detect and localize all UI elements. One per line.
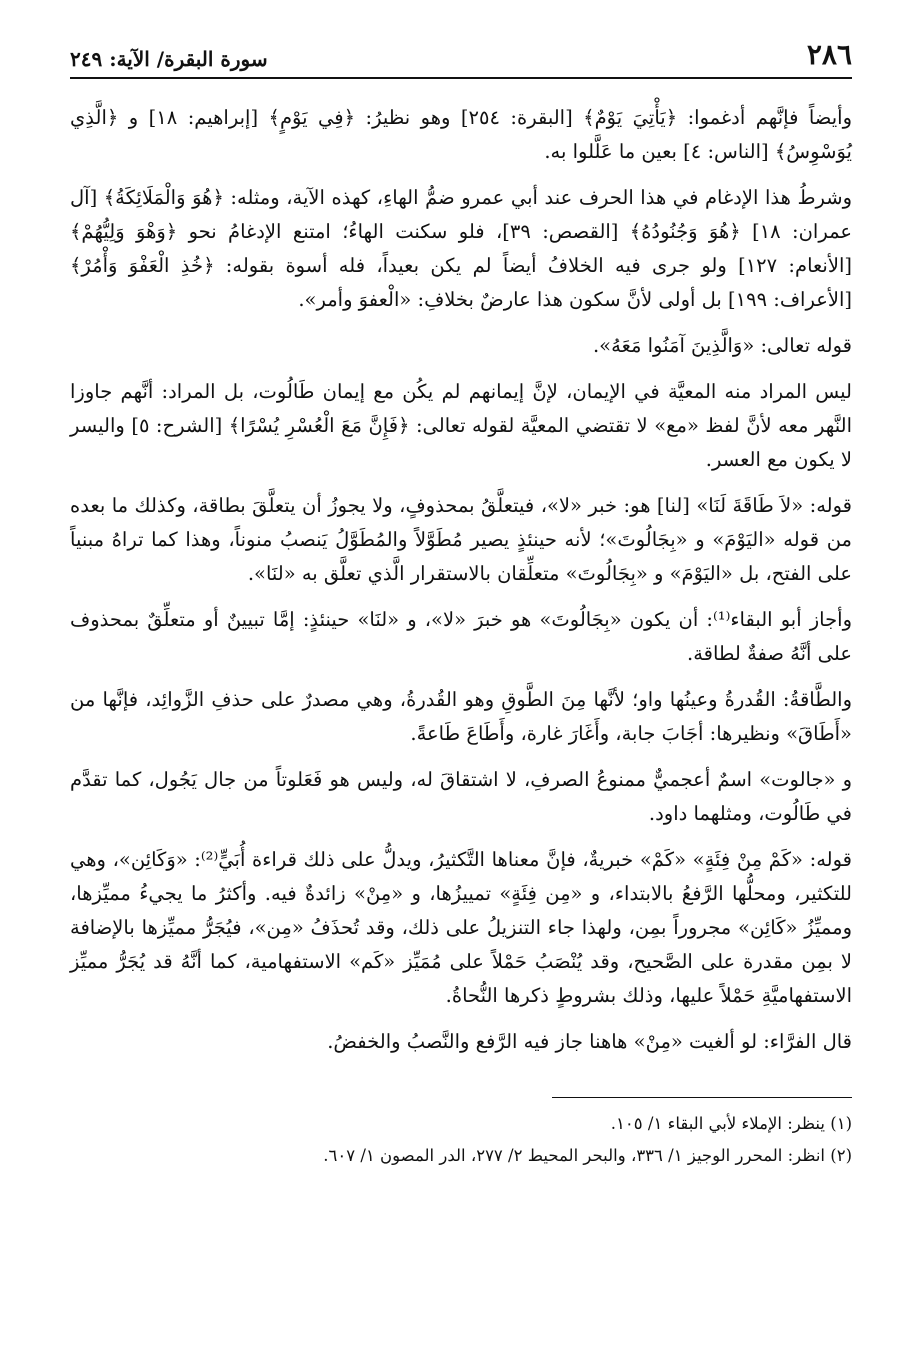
paragraph: ليس المراد منه المعيَّة في الإيمان، لإنَّ إيمانهم لم يكُن مع إيمان طَالُوت، بل المراد: أنَّهم جاوزا النَّهر معه لأنَّ لفظ «مع» لا تقتضي المعيَّة لقوله تعالى: ﴿فَإِنَّ مَعَ الْعُسْرِ يُسْرًا﴾ [الشرح: ٥] واليسر لا يكون مع العسر. bbox=[70, 380, 852, 471]
paragraph: وأيضاً فإنَّهم أدغموا: ﴿يَأْتِيَ يَوْمٌ﴾ [البقرة: ٢٥٤] وهو نظيرُ: ﴿فِي يَوْمٍ﴾ [إبراهيم: ١٨] و ﴿الَّذِي يُوَسْوِسُ﴾ [الناس: ٤] بعين ما عَلَّلوا به. bbox=[70, 106, 852, 163]
paragraph: والطَّاقةُ: القُدرةُ وعينُها واو؛ لأنَّها مِنَ الطَّوقِ وهو القُدرةُ، وهي مصدرٌ على حذفِ الزَّوائِد، فإنَّها من «أَطَاقَ» ونظيرها: أجَابَ جابة، وأَغَارَ غارة، وأَطَاعَ طَاعةً. bbox=[70, 688, 852, 745]
footnotes bbox=[70, 1108, 852, 1172]
paragraph: قال الفرَّاء: لو ألغيت «مِنْ» هاهنا جاز فيه الرَّفع والنَّصبُ والخفضُ. bbox=[327, 1030, 852, 1053]
paragraph: قوله تعالى: «وَالَّذِينَ آمَنُوا مَعَهُ». bbox=[592, 334, 852, 357]
footnote-divider bbox=[552, 1097, 852, 1098]
paragraph: وشرطُ هذا الإدغام في هذا الحرف عند أبي عمرو ضمُّ الهاءِ، كهذه الآية، ومثله: ﴿هُوَ وَالْمَلَائِكَةُ﴾ [آل عمران: ١٨] ﴿هُوَ وَجُنُودُهُ﴾ [القصص: ٣٩]، فلو سكنت الهاءُ؛ امتنع الإدغامُ نحو ﴿وَهْوَ وَلِيُّهُمْ﴾ [الأنعام: ١٢٧] ولو جرى فيه الخلافُ أيضاً لم يكن بعيداً، فله أسوة بقوله: ﴿خُذِ الْعَفْوَ وَأْمُرْ﴾ [الأعراف: ١٩٩] بل أولى لأنَّ سكون هذا عارضٌ بخلافِ: «الْعفوَ وأمر». bbox=[70, 186, 852, 311]
paragraph: قوله: «لاَ طَاقَةَ لَنَا» [لنا] هو: خبر «لا»، فيتعلَّقُ بمحذوفٍ، ولا يجوزُ أن يتعلَّقَ بطاقة، وكذلك ما بعده من قوله «اليَوْمَ» و «بِجَالُوتَ»؛ لأنه حينئذٍ يصير مُطَوَّلاً والمُطَوَّلُ يَنصبُ منوناً، وهذا كما تراهُ مبنياً على الفتح، بل «اليَوْمَ» و «بِجَالُوتَ» متعلِّقان بالاستقرار الَّذي تعلَّق به «لنَا». bbox=[70, 494, 852, 585]
page-number: ٢٨٦ bbox=[806, 38, 852, 71]
main-text bbox=[70, 101, 852, 1059]
paragraph: قوله: «كَمْ مِنْ فِئَةٍ» «كَمْ» خبريةٌ، فإنَّ معناها التَّكثيرُ، ويدلُّ على ذلك قراءة أُبَيٍّ⁽²⁾: «وَكَائِن»، وهي للتكثير، ومحلُّها الرَّفعُ بالابتداء، و «مِن فِئَةٍ» تمييزُها، و «مِنْ» زائدةٌ فيه. وأكثرُ ما يجيءُ مميِّزها، ومميِّزُ «كَائِن» مجروراً بمِن، ولهذا جاء التنزيلُ على ذلك، وقد تُحذَفُ «مِن»، فيُجَرُّ مميِّزها بالإضافة لا بمِن مقدرة على الصَّحيح، وقد يُنْصَبُ حَمْلاً على مُمَيِّز «كَم» الاستفهامية، كما أنَّهُ قد يُجَرُّ مميِّز الاستفهاميَّةِ حَمْلاً عليها، وذلك بشروطٍ ذكرها النُّحاةُ. bbox=[70, 848, 852, 1007]
paragraph: وأجاز أبو البقاء⁽¹⁾: أن يكون «بِجَالُوتَ» هو خبرَ «لا»، و «لنَا» حينئذٍ: إمَّا تبيينٌ أو متعلِّقٌ بمحذوف على أنَّهُ صفةٌ لطاقة. bbox=[70, 608, 852, 665]
footnote: (٢) انظر: المحرر الوجيز ١/ ٣٣٦، والبحر المحيط ٢/ ٢٧٧، الدر المصون ١/ ٦٠٧. bbox=[323, 1146, 852, 1165]
page-header bbox=[70, 38, 852, 79]
surah-title: سورة البقرة/ الآية: ٢٤٩ bbox=[70, 47, 268, 71]
footnote: (١) ينظر: الإملاء لأبي البقاء ١/ ١٠٥. bbox=[610, 1114, 852, 1133]
paragraph: و «جالوت» اسمٌ أعجميٌّ ممنوعُ الصرفِ، لا اشتقاقَ له، وليس هو فَعَلوتاً من جال يَجُول، كما تقدَّم في طَالُوت، ومثلهما داود. bbox=[70, 768, 852, 825]
